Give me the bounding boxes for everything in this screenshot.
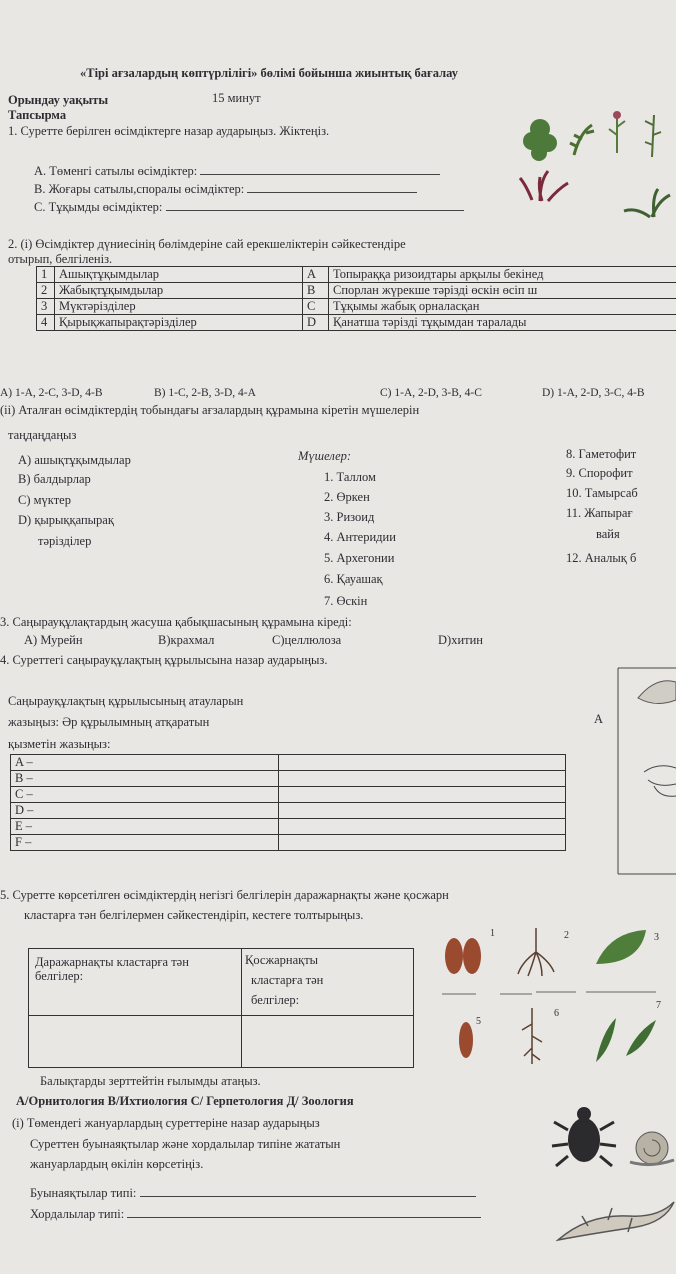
q2-ii-line2: таңдаңдаңыз xyxy=(8,428,77,442)
feature-letter: A xyxy=(303,267,329,283)
organ-7: 7. Өскін xyxy=(324,594,368,608)
fungus-figure-letter: A xyxy=(594,712,604,726)
group-d: D) қырыққапырақ xyxy=(18,513,114,527)
q6-i-line3: жануарлардың өкілін көрсетіңіз. xyxy=(30,1157,204,1171)
moss-icon xyxy=(523,119,557,161)
lizard-icon xyxy=(558,1202,674,1240)
row-num: 2 xyxy=(37,283,55,299)
group-a: A) ашықтұқымдылар xyxy=(18,453,131,467)
q1-item-b-label: B. Жоғары сатылы,споралы өсімдіктер: xyxy=(34,182,245,196)
q4-instr-1: Саңырауқұлақтың құрылысының атауларын xyxy=(8,694,244,708)
organ-11: 11. Жапырағ xyxy=(566,506,633,520)
table-row xyxy=(11,755,566,771)
q6-options[interactable]: A/Орнитология B/Ихтиология C/ Герпетология Д/ Зоология xyxy=(16,1094,354,1108)
answer-cell[interactable] xyxy=(279,755,566,771)
mycelium-icon xyxy=(644,766,676,797)
q4-answer-table xyxy=(10,754,566,851)
table-row xyxy=(11,787,566,803)
group-d-cont: тәрізділер xyxy=(38,534,92,548)
row-num: 1 xyxy=(37,267,55,283)
organ-1: 1. Таллом xyxy=(324,470,376,484)
taproot-icon xyxy=(522,1008,542,1064)
q2-prompt-line2: отырып, белгіленіз. xyxy=(8,252,113,266)
q5-line2: кластарға тән белгілермен сәйкестендіріп, кестеге толтырыңыз. xyxy=(24,908,364,922)
q4-prompt: 4. Суреттегі саңырауқұлақтың құрылысына назар аударыңыз. xyxy=(0,653,328,667)
q5-line1: 5. Суретте көрсетілген өсімдіктердің негізгі белгілерін даражарнақты және қосжарн xyxy=(0,888,449,902)
leaf-icon xyxy=(596,930,646,964)
q1-answer-b-line[interactable] xyxy=(247,182,417,193)
horsetail-icon xyxy=(645,115,661,157)
feature-letter: B xyxy=(303,283,329,299)
organ-5: 5. Архегонии xyxy=(324,551,395,565)
answer-cell[interactable] xyxy=(279,835,566,851)
q2-option-a[interactable]: A) 1-A, 2-C, 3-D, 4-B xyxy=(0,387,103,399)
q3-line1: 3. Саңырауқұлақтардың жасуша қабықшасының құрамына кіреді: xyxy=(0,615,352,629)
fibrous-root-icon xyxy=(518,928,554,976)
organ-8: 8. Гаметофит xyxy=(566,447,637,461)
q1-prompt: 1. Суретте берілген өсімдіктерге назар аударыңыз. Жіктеңіз. xyxy=(8,124,330,138)
group-name: Ашықтұқымдылар xyxy=(55,267,303,283)
mushroom-cap-icon xyxy=(638,681,676,704)
organ-6: 6. Қауашақ xyxy=(324,572,383,586)
q3-option-d[interactable]: D)хитин xyxy=(438,633,483,647)
q2-ii-line1: (ii) Аталған өсімдіктердің тобындағы ағзалардың құрамына кіретін мүшелерін xyxy=(0,403,420,417)
q1-item-b xyxy=(34,182,417,196)
row-label: F – xyxy=(11,835,279,851)
animals-figure xyxy=(548,1100,676,1260)
row-label: C – xyxy=(11,787,279,803)
answer-cell[interactable] xyxy=(279,787,566,803)
q6-i-line1: (i) Төмендегі жануарлардың суреттеріне назар аударыңыз xyxy=(12,1116,320,1130)
q4-instr-2: жазыңыз: Әр құрылымның атқаратын xyxy=(8,715,210,729)
feature-text: Спорлан жүрекше тәрізді өскін өсіп ш xyxy=(329,283,676,299)
table-row xyxy=(37,315,676,331)
q3-option-a[interactable]: A) Мурейн xyxy=(24,633,83,647)
fungus-figure xyxy=(614,662,676,878)
organ-10: 10. Тамырсаб xyxy=(566,486,638,500)
feature-text: Тұқымы жабық орналасқан xyxy=(329,299,676,315)
fig-num-2: 2 xyxy=(564,930,569,941)
organs-title: Мүшелер: xyxy=(298,449,352,463)
feature-text: Қанатша тәрізді тұқымдан таралады xyxy=(329,315,676,331)
q1-item-c xyxy=(34,200,464,214)
q1-item-a xyxy=(34,164,440,178)
group-name: Жабықтұқымдылар xyxy=(55,283,303,299)
group-b: B) балдырлар xyxy=(18,472,91,486)
q1-answer-c-line[interactable] xyxy=(166,200,464,211)
q3-option-c[interactable]: C)целлюлоза xyxy=(272,633,342,647)
chordates-answer-line[interactable] xyxy=(127,1207,481,1218)
q6-field-chordates xyxy=(30,1207,481,1221)
task-label: Тапсырма xyxy=(8,108,67,122)
snail-icon xyxy=(630,1132,674,1165)
table-row xyxy=(37,267,676,283)
q2-option-c[interactable]: C) 1-A, 2-D, 3-B, 4-C xyxy=(380,387,482,399)
row-label: A – xyxy=(11,755,279,771)
q3-option-b[interactable]: B)крахмал xyxy=(158,633,215,647)
q2-option-b[interactable]: B) 1-C, 2-B, 3-D, 4-A xyxy=(154,387,256,399)
algae-icon xyxy=(520,171,568,201)
beetle-icon xyxy=(552,1107,616,1166)
table-row xyxy=(37,283,676,299)
q2-prompt-line1: 2. (i) Өсімдіктер дүниесінің бөлімдеріне сай ерекшеліктерін сәйкестендіре xyxy=(8,237,406,251)
row-label: D – xyxy=(11,803,279,819)
q5-table xyxy=(28,948,414,1068)
feature-letter: D xyxy=(303,315,329,331)
answer-cell[interactable] xyxy=(279,771,566,787)
organ-4: 4. Антеридии xyxy=(324,530,396,544)
q6-field-arthropods xyxy=(30,1186,476,1200)
row-label: E – xyxy=(11,819,279,835)
answer-cell[interactable] xyxy=(279,819,566,835)
row-num: 4 xyxy=(37,315,55,331)
seed-single-icon xyxy=(459,1022,473,1058)
q5-answer-di[interactable] xyxy=(242,1016,412,1066)
q1-item-c-label: C. Тұқымды өсімдіктер: xyxy=(34,200,163,214)
flower-plant-icon xyxy=(609,111,625,153)
organ-12: 12. Аналық б xyxy=(566,551,637,565)
q1-answer-a-line[interactable] xyxy=(200,164,440,175)
fern-icon xyxy=(570,125,594,155)
q5-answer-mono[interactable] xyxy=(30,1016,240,1066)
feature-letter: C xyxy=(303,299,329,315)
q5-figures xyxy=(436,924,676,1074)
fig-num-7: 7 xyxy=(656,1000,661,1011)
narrow-leaf-icon xyxy=(596,1018,656,1062)
group-c: C) мүктер xyxy=(18,493,71,507)
row-num: 3 xyxy=(37,299,55,315)
time-value: 15 минут xyxy=(212,91,261,105)
q4-instr-3: қызметін жазыңыз: xyxy=(8,737,111,751)
organ-3: 3. Ризоид xyxy=(324,510,375,524)
page-title: «Тірі ағзалардың көптүрлілігі» бөлімі бойынша жиынтық бағалау xyxy=(80,66,458,80)
q1-item-a-label: A. Төменгі сатылы өсімдіктер: xyxy=(34,164,198,178)
feature-text: Топыраққа ризоидтары арқылы бекінед xyxy=(329,267,676,283)
table-row xyxy=(11,803,566,819)
q5-col1-header: Даражарнақты кластарға тән белгілер: xyxy=(35,955,189,983)
table-row xyxy=(37,299,676,315)
fig-num-6: 6 xyxy=(554,1008,559,1019)
fig-num-3: 3 xyxy=(654,932,659,943)
q5-col2-header-l2: кластарға тән xyxy=(251,973,324,987)
q2-option-d[interactable]: D) 1-A, 2-D, 3-C, 4-B xyxy=(542,387,645,399)
q5-col2-header-l1: Қосжарнақты xyxy=(245,953,319,967)
organ-9: 9. Спорофит xyxy=(566,466,633,480)
plants-illustration xyxy=(512,105,676,225)
q6-line1: Балықтарды зерттейтін ғылымды атаңыз. xyxy=(40,1074,261,1088)
chordates-label: Хордалылар типі: xyxy=(30,1207,125,1221)
fig-num-5: 5 xyxy=(476,1016,481,1027)
arthropods-answer-line[interactable] xyxy=(140,1186,476,1197)
group-name: Қырықжапырақтәрізділер xyxy=(55,315,303,331)
q6-i-line2: Суреттен буынаяқтылар және хордалылар типіне жататын xyxy=(30,1137,341,1151)
table-row xyxy=(11,835,566,851)
fig-num-1: 1 xyxy=(490,928,495,939)
organ-2: 2. Өркен xyxy=(324,490,370,504)
table-row xyxy=(11,771,566,787)
q2-match-table xyxy=(36,266,676,331)
arthropods-label: Буынаяқтылар типі: xyxy=(30,1186,137,1200)
row-label: B – xyxy=(11,771,279,787)
group-name: Мүктәрізділер xyxy=(55,299,303,315)
time-label: Орындау уақыты xyxy=(8,93,109,107)
organ-11-cont: вайя xyxy=(596,527,620,541)
table-row xyxy=(11,819,566,835)
grass-icon xyxy=(624,189,670,217)
answer-cell[interactable] xyxy=(279,803,566,819)
seed-icon xyxy=(445,938,481,974)
q5-col2-header-l3: белгілер: xyxy=(251,993,300,1007)
